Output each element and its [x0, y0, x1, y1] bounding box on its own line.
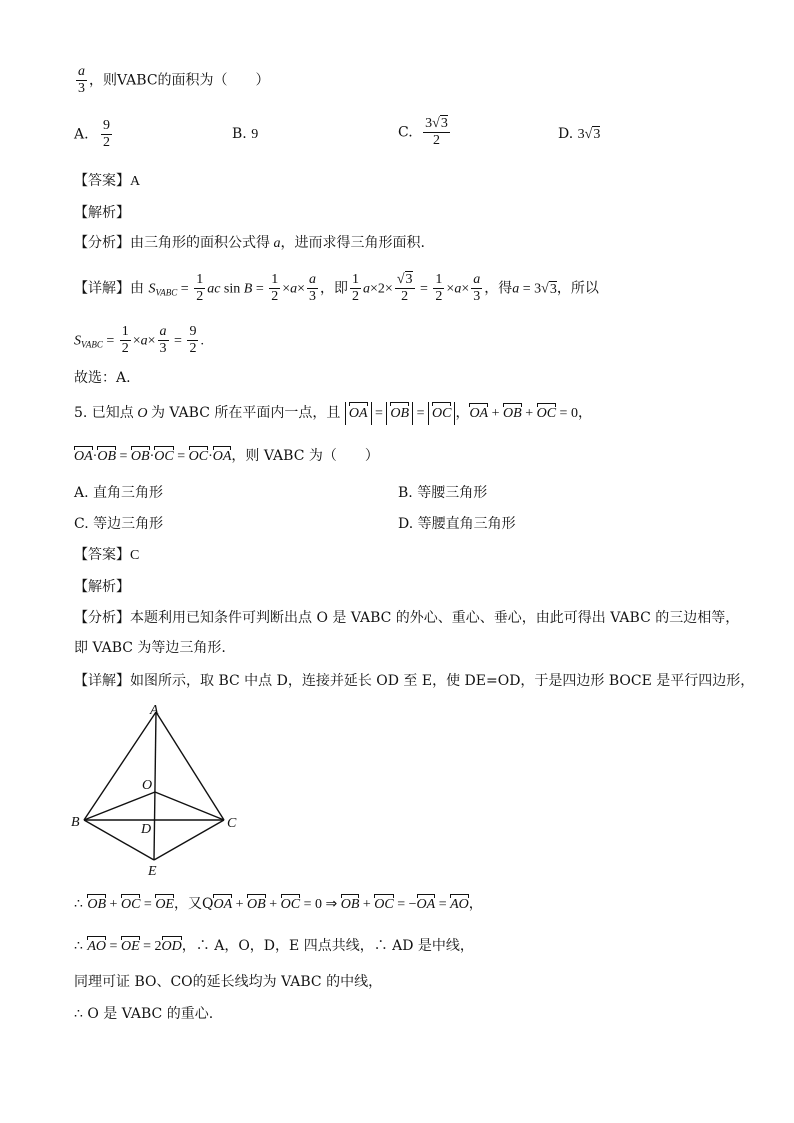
q5-fenxi-line1: 【分析】本题利用已知条件可判断出点 O 是 VABC 的外心、重心、垂心，由此可得出 VABC 的三边相等，	[74, 610, 740, 626]
q5-step3: 同理可证 BO、CO的延长线均为 VABC 的中线，	[74, 974, 383, 990]
label-E: E	[148, 864, 157, 879]
fraction-9-over-2: $\frac{9}{2}$	[103, 118, 111, 150]
q4-xiangjie-line2: $S_{VABC}$ = $\frac{1}{2}$ ×a× $\frac{a}{3}$ = $\frac{9}{2}$ .	[74, 324, 204, 356]
label-C: C	[227, 816, 237, 831]
q4-option-d: D. 3√3	[558, 126, 601, 142]
q4-stem-line	[74, 64, 270, 97]
q5-fenxi-line2: 即 VABC 为等边三角形.	[74, 640, 226, 656]
q5-option-a: A. 直角三角形	[74, 485, 164, 501]
segment-AC	[156, 712, 224, 820]
segment-CE	[154, 820, 224, 860]
q4-answer: 【答案】A	[74, 173, 141, 189]
fraction-3sqrt3-over-2: $\frac{3√3}{2}$	[425, 116, 448, 148]
fraction-a-over-3: $\frac{a}{3}$	[78, 64, 85, 96]
q4-analysis-heading: 【解析】	[74, 205, 130, 221]
triangle-figure	[64, 700, 254, 880]
q4-xiangjie-line1: 【详解】由 $S_{VABC}$ = $\frac{1}{2}$ ac sin B = $\frac{1}{2}$ ×a× $\frac{a}{3}$ ，即 $\frac{1}{2}$ a×2× $\frac{√3}{2}$ = $\frac{1}{2}$ ×a× $\frac{a}{3}$ ，得a = 3√3，所以	[74, 272, 599, 304]
label-O: O	[142, 778, 153, 793]
q4-choice: 故选：A.	[74, 370, 131, 386]
q4-option-b: B. 9	[232, 126, 259, 142]
q5-step1: ∴ OB + OC = OE，又QOA + OB + OC = 0 ⇒ OB + OC = −OA = AO，	[74, 894, 483, 915]
q5-stem-line2: OA·OB = OB·OC = OC·OA，则 VABC 为（ ）	[74, 446, 379, 467]
q4-stem-text: ，则VABC的面积为（ ）	[89, 72, 270, 89]
q5-step2: ∴ AO = OE = 2OD，∴ A，O，D，E 四点共线，∴ AD 是中线，	[74, 936, 474, 957]
q5-answer: 【答案】C	[74, 547, 140, 563]
q4-option-c: C. $\frac{3√3}{2}$	[398, 116, 448, 148]
label-D: D	[141, 822, 152, 837]
label-A: A	[150, 703, 159, 718]
q4-fenxi: 【分析】由三角形的面积公式得 a，进而求得三角形面积.	[74, 235, 425, 251]
q5-option-c: C. 等边三角形	[74, 516, 164, 532]
q5-stem-line1: 5. 已知点 O 为 VABC 所在平面内一点，且 OA = OB = OC ，OA + OB + OC = 0，	[74, 402, 592, 425]
segment-OC	[155, 792, 224, 820]
segment-AB	[84, 712, 156, 820]
q5-step4: ∴ O 是 VABC 的重心.	[74, 1006, 214, 1022]
label-B: B	[71, 815, 80, 830]
q5-analysis-heading: 【解析】	[74, 579, 130, 595]
q5-xiangjie: 【详解】如图所示，取 BC 中点 D，连接并延长 OD 至 E，使 DE=OD，于是四边形 BOCE 是平行四边形，	[74, 673, 755, 689]
d-value-3sqrt3: 3√3	[577, 127, 601, 142]
q5-option-d: D. 等腰直角三角形	[398, 516, 516, 532]
segment-AE	[154, 712, 156, 860]
segment-OB	[84, 792, 155, 820]
q4-option-a: A. $\frac{9}{2}$	[74, 118, 111, 150]
q5-option-b: B. 等腰三角形	[398, 485, 488, 501]
